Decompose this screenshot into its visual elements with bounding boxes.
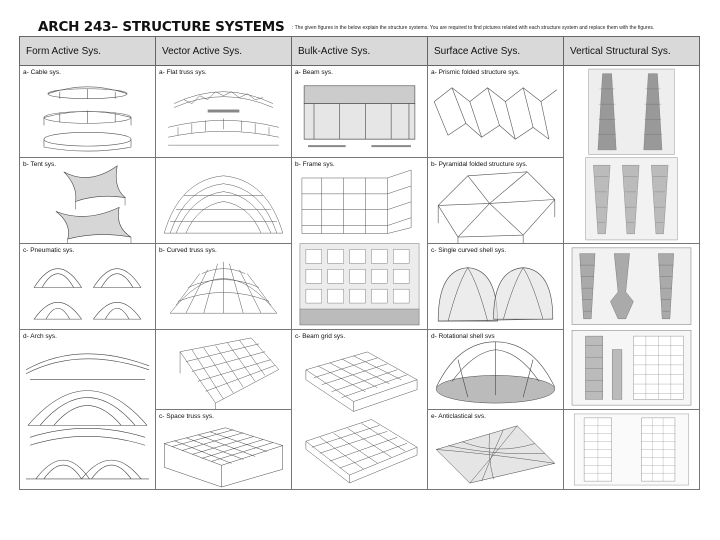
col-header-form-active: Form Active Sys.	[20, 37, 156, 66]
cell-arch-sys	[20, 330, 156, 490]
cell-curved-truss-sys	[156, 244, 292, 330]
label-beam-sys: a- Beam sys.	[295, 69, 333, 76]
title-instructions: : The given figures in the below explain the structure systems. You are required to find pictures related with each structure system and replace them with the figures.	[291, 25, 655, 31]
col-header-vector-active: Vector Active Sys.	[156, 37, 292, 66]
cell-cable-sys	[20, 66, 156, 158]
space-truss-figure	[156, 410, 291, 489]
tent-structure-figure	[20, 158, 155, 243]
label-curved-truss-sys: b- Curved truss sys.	[159, 247, 217, 254]
cell-rotational-shell-sys	[428, 330, 564, 410]
cell-vertical-sys-3	[564, 410, 700, 490]
cell-prismic-folded-sys	[428, 66, 564, 158]
cell-vector-arch-figure	[156, 158, 292, 244]
geodesic-dome-figure	[156, 244, 291, 329]
single-curved-shell-figure	[428, 244, 563, 329]
label-pyramidal-folded-sys: b- Pyramidal folded structure sys.	[431, 161, 528, 168]
cell-frame-sys	[292, 158, 428, 330]
high-rise-figure-2	[564, 244, 699, 409]
label-anticlastical-sys: e- Anticlastical svs.	[431, 413, 486, 420]
cell-space-truss-sys	[156, 410, 292, 490]
label-tent-sys: b- Tent sys.	[23, 161, 57, 168]
pyramidal-folded-figure	[428, 158, 563, 243]
prismic-folded-figure	[428, 66, 563, 157]
label-beam-grid-sys: c- Beam grid sys.	[295, 333, 346, 340]
high-rise-figure-3	[564, 410, 699, 489]
cell-vector-wave-figure	[156, 330, 292, 410]
rotational-shell-figure	[428, 330, 563, 409]
hyperbolic-truss-figure	[156, 330, 291, 409]
cell-tent-sys	[20, 158, 156, 244]
label-space-truss-sys: c- Space truss sys.	[159, 413, 214, 420]
high-rise-figure-1	[564, 66, 699, 243]
label-rotational-shell-sys: d- Rotational shell svs	[431, 333, 495, 340]
label-flat-truss-sys: a- Flat truss sys.	[159, 69, 207, 76]
label-pneumatic-sys: c- Pneumatic sys.	[23, 247, 75, 254]
label-arch-sys: d- Arch sys.	[23, 333, 57, 340]
anticlastical-figure	[428, 410, 563, 489]
cell-anticlastical-sys	[428, 410, 564, 490]
col-header-surface-active: Surface Active Sys.	[428, 37, 564, 66]
label-single-curved-shell-sys: c- Single curved shell sys.	[431, 247, 507, 254]
label-frame-sys: b- Frame sys.	[295, 161, 335, 168]
cell-vertical-sys-2	[564, 244, 700, 410]
title-main: ARCH 243– STRUCTURE SYSTEMS	[38, 19, 285, 35]
cell-beam-sys	[292, 66, 428, 158]
label-cable-sys: a- Cable sys.	[23, 69, 61, 76]
beam-structure-figure	[292, 66, 427, 157]
cell-beam-grid-sys	[292, 330, 428, 490]
col-header-vertical-structural: Vertical Structural Sys.	[564, 37, 700, 66]
cell-pneumatic-sys	[20, 244, 156, 330]
arch-structure-figure	[20, 330, 155, 489]
document-title	[38, 18, 654, 36]
barrel-truss-figure	[156, 158, 291, 243]
cell-flat-truss-sys	[156, 66, 292, 158]
label-prismic-folded-sys: a- Prismic folded structure sys.	[431, 69, 520, 76]
frame-structure-figure	[292, 158, 427, 329]
cell-vertical-sys-1	[564, 66, 700, 244]
cell-pyramidal-folded-sys	[428, 158, 564, 244]
flat-truss-figure	[156, 66, 291, 157]
pneumatic-structure-figure	[20, 244, 155, 329]
col-header-bulk-active: Bulk-Active Sys.	[292, 37, 428, 66]
cable-structure-figure	[20, 66, 155, 157]
cell-single-curved-shell-sys	[428, 244, 564, 330]
structure-systems-table	[19, 36, 700, 490]
beam-grid-figure	[292, 330, 427, 489]
header-row	[20, 37, 700, 66]
